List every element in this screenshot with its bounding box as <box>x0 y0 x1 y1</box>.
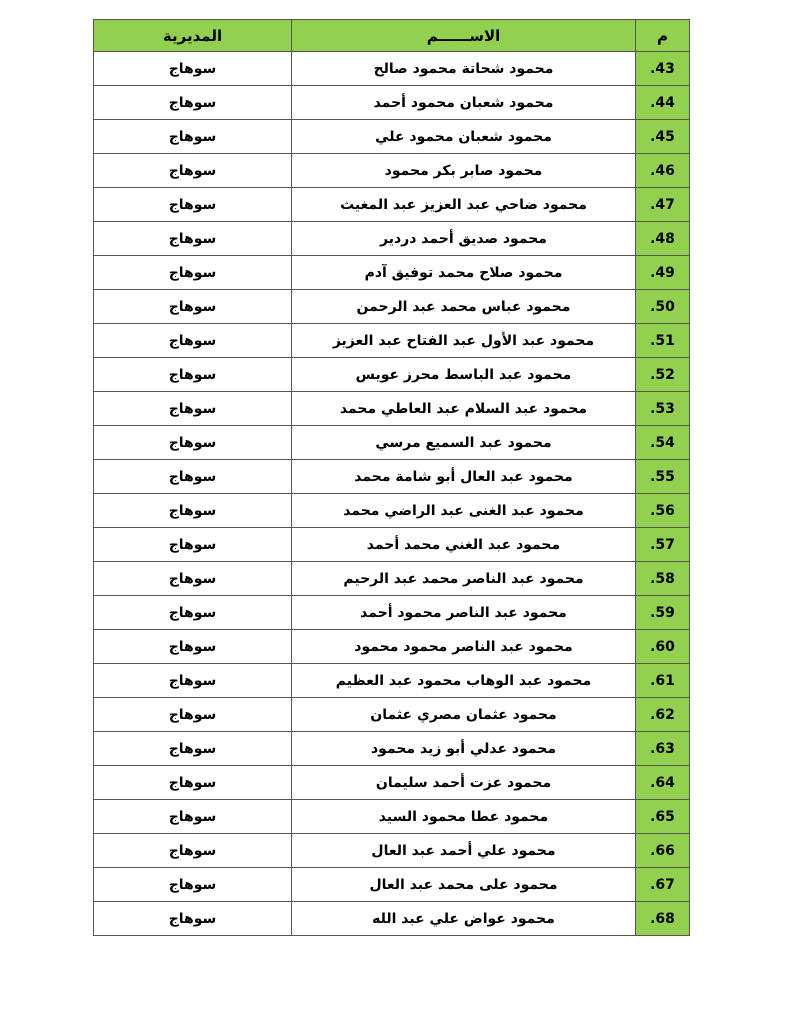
row-number: .58 <box>636 562 690 596</box>
row-directorate: سوهاج <box>94 154 292 188</box>
table-row <box>94 188 690 222</box>
row-number: .64 <box>636 766 690 800</box>
row-name: محمود عبد الغنى عبد الراضي محمد <box>292 494 636 528</box>
table-row <box>94 800 690 834</box>
row-directorate: سوهاج <box>94 664 292 698</box>
row-number: .51 <box>636 324 690 358</box>
table-row <box>94 902 690 936</box>
row-name: محمود عبد الوهاب محمود عبد العظيم <box>292 664 636 698</box>
row-name: محمود عطا محمود السيد <box>292 800 636 834</box>
row-name: محمود عبد الناصر محمد عبد الرحيم <box>292 562 636 596</box>
row-number: .63 <box>636 732 690 766</box>
row-number: .52 <box>636 358 690 392</box>
row-name: محمود عباس محمد عبد الرحمن <box>292 290 636 324</box>
header-number: م <box>636 20 690 52</box>
table-row <box>94 528 690 562</box>
row-directorate: سوهاج <box>94 52 292 86</box>
table-row <box>94 222 690 256</box>
row-directorate: سوهاج <box>94 834 292 868</box>
table-row <box>94 732 690 766</box>
table-row <box>94 868 690 902</box>
row-name: محمود عبد السميع مرسي <box>292 426 636 460</box>
table-row <box>94 120 690 154</box>
row-directorate: سوهاج <box>94 290 292 324</box>
row-directorate: سوهاج <box>94 188 292 222</box>
row-directorate: سوهاج <box>94 766 292 800</box>
row-directorate: سوهاج <box>94 902 292 936</box>
row-number: .48 <box>636 222 690 256</box>
row-name: محمود شعبان محمود أحمد <box>292 86 636 120</box>
row-directorate: سوهاج <box>94 460 292 494</box>
table-row <box>94 290 690 324</box>
row-directorate: سوهاج <box>94 528 292 562</box>
row-number: .65 <box>636 800 690 834</box>
table-row <box>94 664 690 698</box>
row-name: محمود عبد الباسط محرز عويس <box>292 358 636 392</box>
row-name: محمود علي أحمد عبد العال <box>292 834 636 868</box>
row-number: .50 <box>636 290 690 324</box>
table-row <box>94 698 690 732</box>
row-directorate: سوهاج <box>94 732 292 766</box>
row-directorate: سوهاج <box>94 222 292 256</box>
row-number: .45 <box>636 120 690 154</box>
table-row <box>94 596 690 630</box>
row-name: محمود عبد العال أبو شامة محمد <box>292 460 636 494</box>
row-number: .61 <box>636 664 690 698</box>
row-directorate: سوهاج <box>94 868 292 902</box>
row-name: محمود صابر بكر محمود <box>292 154 636 188</box>
row-directorate: سوهاج <box>94 800 292 834</box>
row-name: محمود عواض علي عبد الله <box>292 902 636 936</box>
row-name: محمود عبد الغني محمد أحمد <box>292 528 636 562</box>
table-row <box>94 834 690 868</box>
row-directorate: سوهاج <box>94 358 292 392</box>
row-directorate: سوهاج <box>94 630 292 664</box>
table-row <box>94 358 690 392</box>
table-row <box>94 494 690 528</box>
row-number: .60 <box>636 630 690 664</box>
row-directorate: سوهاج <box>94 596 292 630</box>
row-number: .47 <box>636 188 690 222</box>
row-directorate: سوهاج <box>94 494 292 528</box>
table-body <box>94 52 690 936</box>
row-directorate: سوهاج <box>94 256 292 290</box>
row-number: .53 <box>636 392 690 426</box>
row-name: محمود شعبان محمود علي <box>292 120 636 154</box>
row-number: .68 <box>636 902 690 936</box>
table-row <box>94 86 690 120</box>
row-name: محمود صلاح محمد توفيق آدم <box>292 256 636 290</box>
table-row <box>94 52 690 86</box>
row-number: .62 <box>636 698 690 732</box>
row-name: محمود عبد الأول عبد الفتاح عبد العزيز <box>292 324 636 358</box>
table-row <box>94 154 690 188</box>
row-number: .67 <box>636 868 690 902</box>
row-name: محمود عدلي أبو زيد محمود <box>292 732 636 766</box>
row-number: .66 <box>636 834 690 868</box>
row-number: .55 <box>636 460 690 494</box>
table-row <box>94 460 690 494</box>
table-row <box>94 392 690 426</box>
row-name: محمود صديق أحمد دردير <box>292 222 636 256</box>
row-directorate: سوهاج <box>94 562 292 596</box>
row-directorate: سوهاج <box>94 698 292 732</box>
header-directorate: المديرية <box>94 20 292 52</box>
row-directorate: سوهاج <box>94 426 292 460</box>
table-header-row <box>94 20 690 52</box>
row-name: محمود شحاتة محمود صالح <box>292 52 636 86</box>
row-directorate: سوهاج <box>94 86 292 120</box>
names-table <box>93 19 690 936</box>
row-name: محمود عزت أحمد سليمان <box>292 766 636 800</box>
row-directorate: سوهاج <box>94 120 292 154</box>
row-directorate: سوهاج <box>94 392 292 426</box>
table-row <box>94 256 690 290</box>
table-row <box>94 426 690 460</box>
row-number: .43 <box>636 52 690 86</box>
row-directorate: سوهاج <box>94 324 292 358</box>
row-number: .56 <box>636 494 690 528</box>
row-name: محمود ضاحي عبد العزيز عبد المغيث <box>292 188 636 222</box>
table-row <box>94 630 690 664</box>
row-number: .49 <box>636 256 690 290</box>
row-name: محمود عبد الناصر محمود محمود <box>292 630 636 664</box>
row-number: .57 <box>636 528 690 562</box>
row-name: محمود على محمد عبد العال <box>292 868 636 902</box>
table-row <box>94 766 690 800</box>
header-name: الاســــــم <box>292 20 636 52</box>
row-number: .46 <box>636 154 690 188</box>
row-number: .44 <box>636 86 690 120</box>
table-row <box>94 324 690 358</box>
row-name: محمود عثمان مصري عثمان <box>292 698 636 732</box>
row-name: محمود عبد الناصر محمود أحمد <box>292 596 636 630</box>
row-name: محمود عبد السلام عبد العاطي محمد <box>292 392 636 426</box>
table-row <box>94 562 690 596</box>
row-number: .59 <box>636 596 690 630</box>
row-number: .54 <box>636 426 690 460</box>
